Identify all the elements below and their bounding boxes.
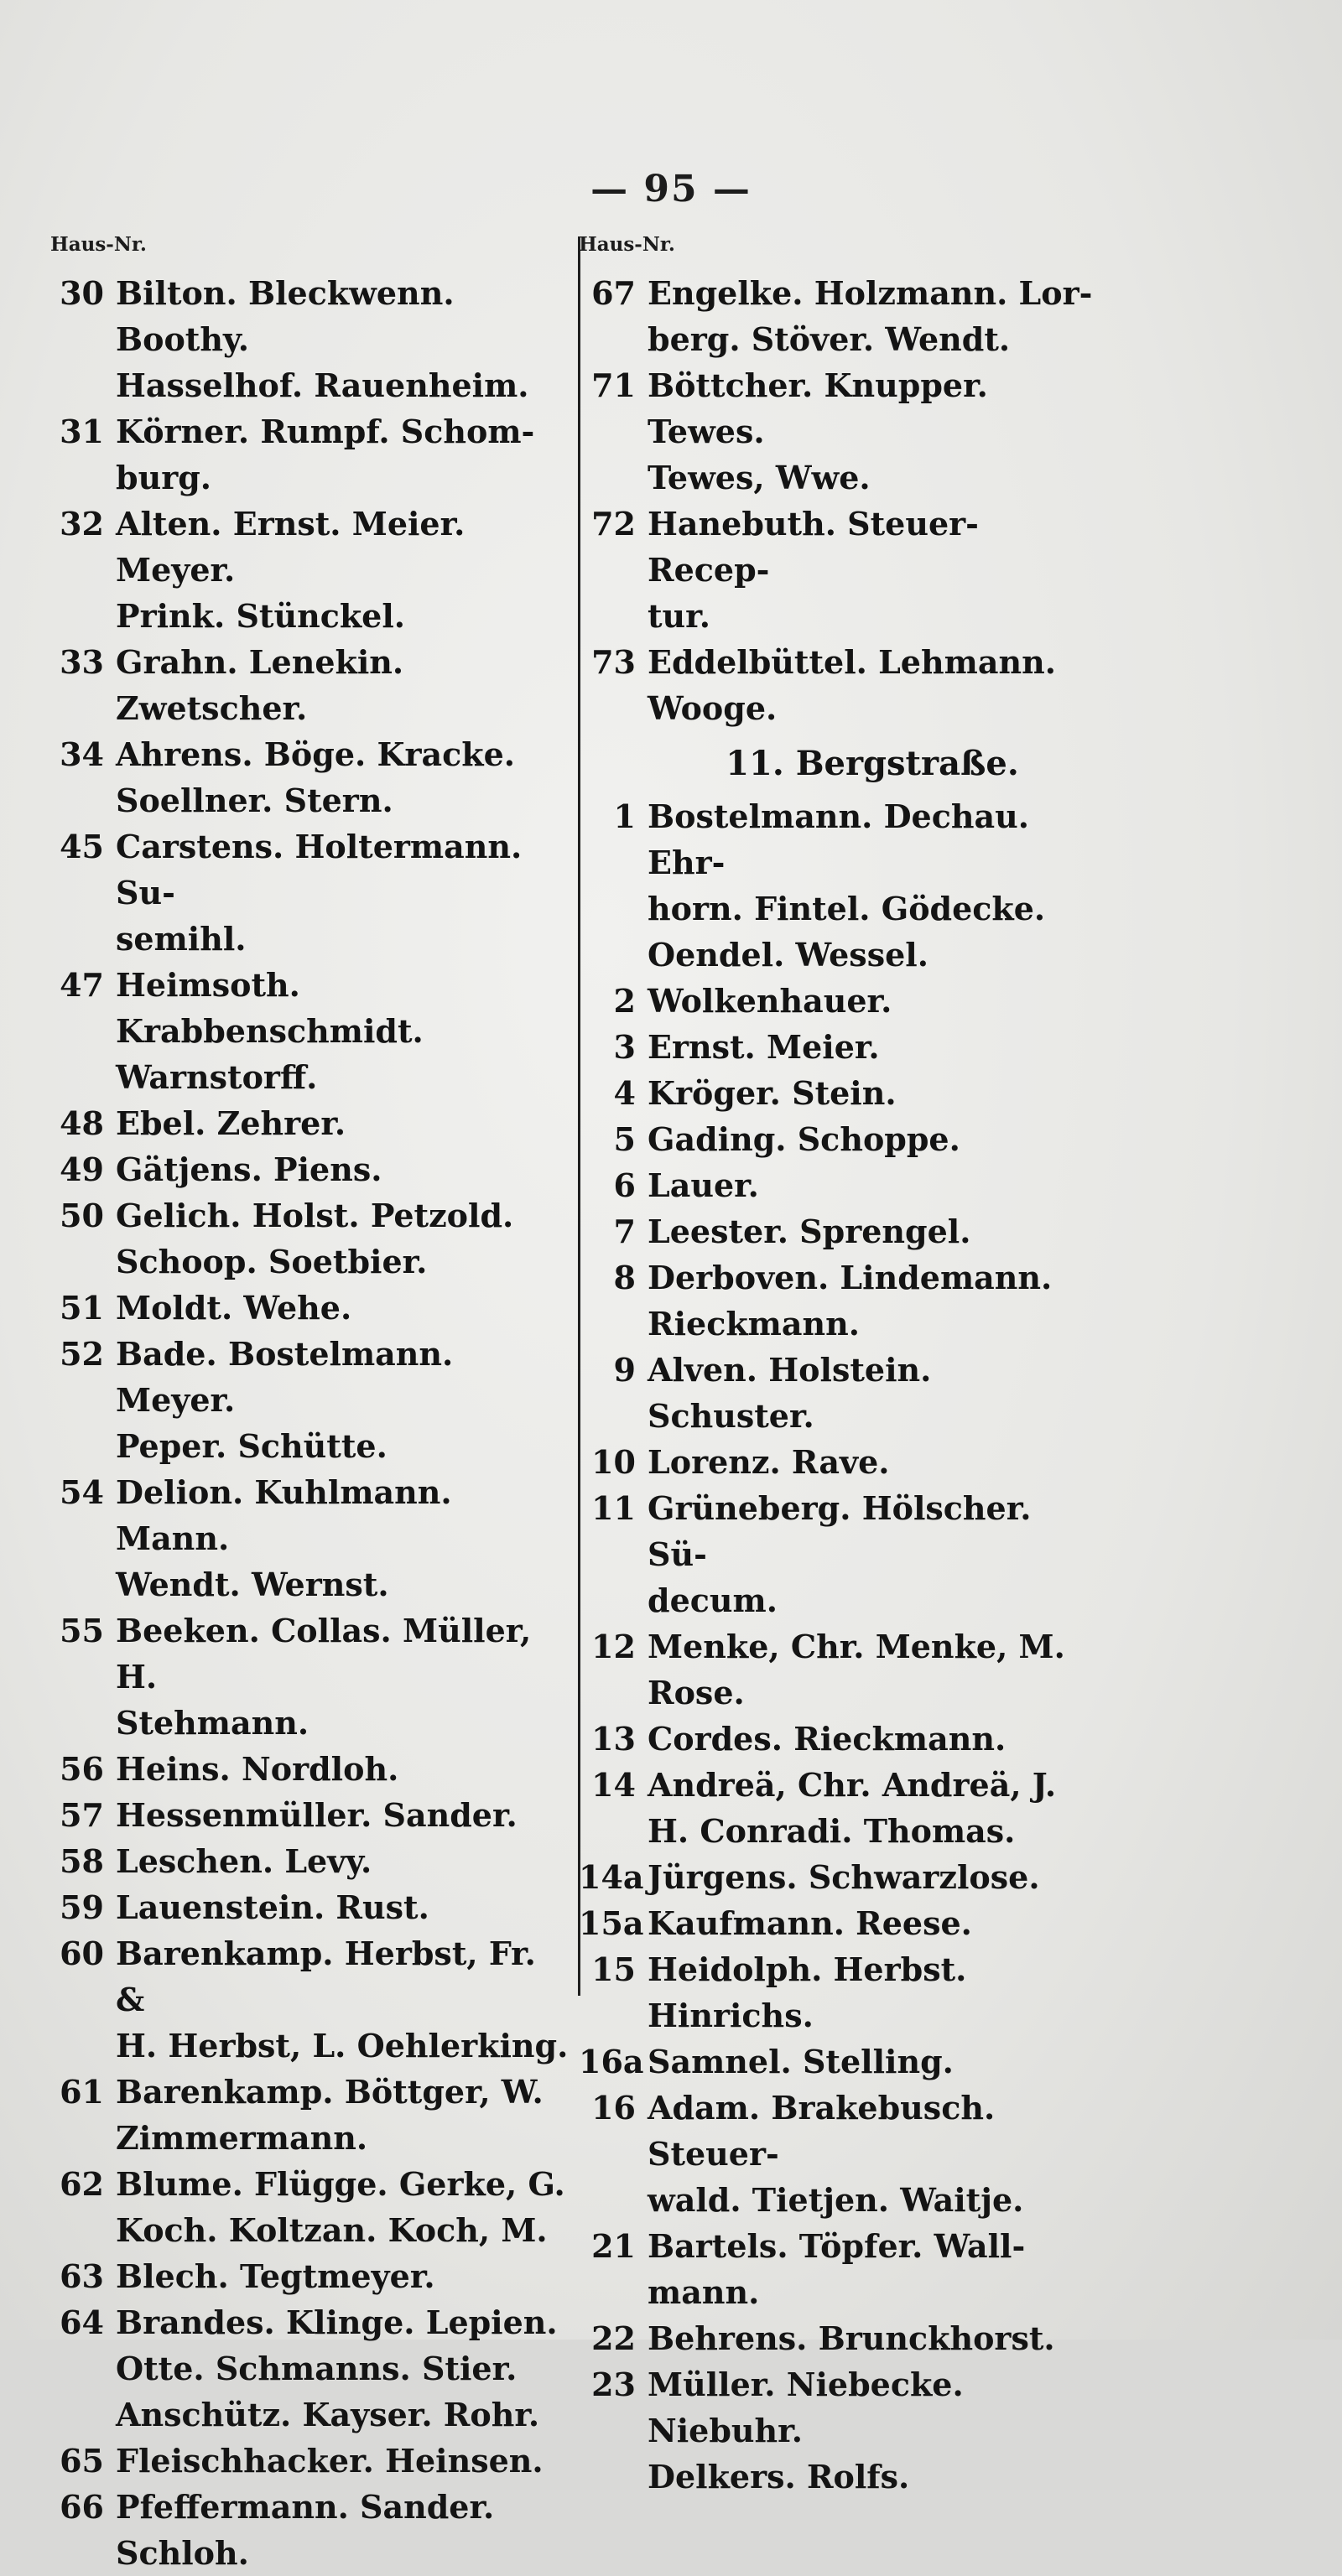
resident-names: Körner. Rumpf. Schom- burg. <box>116 413 535 496</box>
resident-names: Engelke. Holzmann. Lor- berg. Stöver. Wendt. <box>648 274 1093 358</box>
house-number: 2 <box>613 982 636 1020</box>
left-entry-list <box>50 270 570 2576</box>
house-number: 59 <box>60 1888 104 1926</box>
house-number: 16a <box>579 2043 644 2080</box>
house-entry <box>579 1070 1099 1116</box>
house-entry <box>50 823 570 962</box>
resident-names: Moldt. Wehe. <box>116 1289 352 1327</box>
house-number: 16 <box>591 2089 636 2127</box>
house-number: 32 <box>60 505 104 543</box>
house-entry <box>50 2299 570 2438</box>
resident-names: Blume. Flügge. Gerke, G. Koch. Koltzan. Koch, M. <box>116 2165 565 2249</box>
house-entry <box>579 2223 1099 2315</box>
house-number: 52 <box>60 1335 104 1373</box>
house-number: 71 <box>591 366 636 404</box>
house-entry <box>579 1623 1099 1716</box>
house-number: 67 <box>591 274 636 312</box>
house-entry <box>579 1762 1099 1854</box>
house-entry <box>50 1100 570 1146</box>
right-column <box>579 233 1099 2500</box>
house-number: 22 <box>591 2319 636 2357</box>
house-number: 64 <box>60 2303 104 2341</box>
resident-names: Blech. Tegtmeyer. <box>116 2257 435 2295</box>
house-entry <box>50 962 570 1100</box>
house-number: 62 <box>60 2165 104 2203</box>
resident-names: Brandes. Klinge. Lepien. Otte. Schmanns. Stier. Anschütz. Kayser. Rohr. <box>116 2303 558 2433</box>
resident-names: Gading. Schoppe. <box>648 1120 960 1158</box>
house-entry <box>579 1900 1099 1946</box>
house-number: 15 <box>591 1950 636 1988</box>
resident-names: Carstens. Holtermann. Su- semihl. <box>116 828 523 958</box>
resident-names: Heidolph. Herbst. Hinrichs. <box>648 1950 967 2034</box>
house-number: 61 <box>60 2073 104 2111</box>
house-entry <box>579 2315 1099 2361</box>
house-entry <box>50 1192 570 1285</box>
page-number: — 95 — <box>590 168 752 210</box>
house-number: 49 <box>60 1150 104 1188</box>
resident-names: Bostelmann. Dechau. Ehr- horn. Fintel. Gödecke. Oendel. Wessel. <box>648 797 1046 974</box>
resident-names: Lorenz. Rave. <box>648 1443 890 1481</box>
resident-names: Derboven. Lindemann. Rieckmann. <box>648 1259 1053 1343</box>
resident-names: Lauer. <box>648 1166 759 1204</box>
house-entry <box>579 1162 1099 1208</box>
resident-names: Alten. Ernst. Meier. Meyer. Prink. Stünckel. <box>116 505 466 635</box>
house-number: 6 <box>613 1166 636 1204</box>
right-column-header: Haus-Nr. <box>579 233 675 256</box>
house-number: 51 <box>60 1289 104 1327</box>
house-number: 30 <box>60 274 104 312</box>
resident-names: Bilton. Bleckwenn. Boothy. Hasselhof. Rauenheim. <box>116 274 529 404</box>
resident-names: Heimsoth. Krabbenschmidt. Warnstorff. <box>116 966 424 1096</box>
resident-names: Wolkenhauer. <box>648 982 892 1020</box>
house-entry <box>579 270 1099 362</box>
resident-names: Behrens. Brunckhorst. <box>648 2319 1055 2357</box>
resident-names: Jürgens. Schwarzlose. <box>648 1858 1040 1896</box>
resident-names: Fleischhacker. Heinsen. <box>116 2442 544 2480</box>
resident-names: Andreä, Chr. Andreä, J. H. Conradi. Thomas. <box>648 1766 1057 1850</box>
resident-names: Hessenmüller. Sander. <box>116 1796 518 1834</box>
right-entry-list-top <box>579 270 1099 731</box>
house-number: 47 <box>60 966 104 1004</box>
house-entry <box>579 2361 1099 2500</box>
section-title: 11. Bergstraße. <box>726 744 1019 783</box>
house-number: 63 <box>60 2257 104 2295</box>
house-entry <box>50 1469 570 1607</box>
house-entry <box>50 2161 570 2253</box>
house-entry <box>50 1607 570 1746</box>
resident-names: Grahn. Lenekin. Zwetscher. <box>116 643 404 727</box>
house-entry <box>50 731 570 823</box>
house-entry <box>579 362 1099 501</box>
house-number: 65 <box>60 2442 104 2480</box>
resident-names: Müller. Niebecke. Niebuhr. Delkers. Rolfs. <box>648 2366 964 2496</box>
house-entry <box>579 1946 1099 2038</box>
resident-names: Pfeffermann. Sander. Schloh. <box>116 2488 495 2572</box>
resident-names: Ebel. Zehrer. <box>116 1104 346 1142</box>
house-entry <box>579 1485 1099 1623</box>
resident-names: Gelich. Holst. Petzold. Schoop. Soetbier. <box>116 1197 514 1280</box>
resident-names: Kaufmann. Reese. <box>648 1904 972 1942</box>
house-number: 7 <box>613 1213 636 1250</box>
resident-names: Gätjens. Piens. <box>116 1150 382 1188</box>
house-entry <box>50 1930 570 2069</box>
house-number: 31 <box>60 413 104 450</box>
house-entry <box>579 1024 1099 1070</box>
house-number: 72 <box>591 505 636 543</box>
house-number: 15a <box>579 1904 644 1942</box>
house-entry <box>579 1716 1099 1762</box>
house-entry <box>50 2484 570 2576</box>
house-number: 34 <box>60 735 104 773</box>
house-entry <box>579 1347 1099 1439</box>
house-entry <box>50 1331 570 1469</box>
house-number: 11 <box>591 1489 636 1527</box>
house-number: 9 <box>613 1351 636 1389</box>
house-entry <box>50 2438 570 2484</box>
house-number: 45 <box>60 828 104 865</box>
house-number: 4 <box>613 1074 636 1112</box>
house-number: 14a <box>579 1858 644 1896</box>
resident-names: Barenkamp. Böttger, W. Zimmermann. <box>116 2073 544 2157</box>
house-number: 66 <box>60 2488 104 2526</box>
resident-names: Menke, Chr. Menke, M. Rose. <box>648 1628 1065 1711</box>
house-number: 50 <box>60 1197 104 1234</box>
house-entry <box>50 639 570 731</box>
house-entry <box>50 2253 570 2299</box>
house-entry <box>50 1146 570 1192</box>
house-entry <box>50 408 570 501</box>
house-entry <box>50 1884 570 1930</box>
left-column <box>50 233 570 2576</box>
house-number: 33 <box>60 643 104 681</box>
resident-names: Barenkamp. Herbst, Fr. & H. Herbst, L. Oehlerking. <box>116 1935 569 2064</box>
house-entry <box>50 1285 570 1331</box>
resident-names: Grüneberg. Hölscher. Sü- decum. <box>648 1489 1032 1619</box>
house-number: 21 <box>591 2227 636 2265</box>
house-entry <box>579 2038 1099 2085</box>
resident-names: Böttcher. Knupper. Tewes. Tewes, Wwe. <box>648 366 988 496</box>
house-number: 23 <box>591 2366 636 2403</box>
house-entry <box>50 2069 570 2161</box>
resident-names: Ernst. Meier. <box>648 1028 880 1066</box>
resident-names: Leschen. Levy. <box>116 1842 372 1880</box>
resident-names: Bartels. Töpfer. Wall- mann. <box>648 2227 1026 2311</box>
house-number: 5 <box>613 1120 636 1158</box>
house-number: 48 <box>60 1104 104 1142</box>
house-entry <box>50 501 570 639</box>
house-entry <box>579 2085 1099 2223</box>
resident-names: Bade. Bostelmann. Meyer. Peper. Schütte. <box>116 1335 454 1465</box>
house-entry <box>50 1838 570 1884</box>
house-entry <box>50 1746 570 1792</box>
resident-names: Leester. Sprengel. <box>648 1213 971 1250</box>
right-entry-list-bottom <box>579 793 1099 2500</box>
house-number: 58 <box>60 1842 104 1880</box>
house-entry <box>579 639 1099 731</box>
house-entry <box>50 270 570 408</box>
resident-names: Heins. Nordloh. <box>116 1750 399 1788</box>
resident-names: Samnel. Stelling. <box>648 2043 954 2080</box>
resident-names: Delion. Kuhlmann. Mann. Wendt. Wernst. <box>116 1473 452 1603</box>
house-number: 10 <box>591 1443 636 1481</box>
house-number: 55 <box>60 1612 104 1649</box>
house-entry <box>579 1254 1099 1347</box>
house-entry <box>579 1439 1099 1485</box>
resident-names: Eddelbüttel. Lehmann. Wooge. <box>648 643 1056 727</box>
house-number: 60 <box>60 1935 104 1972</box>
house-entry <box>579 501 1099 639</box>
house-number: 13 <box>591 1720 636 1758</box>
house-number: 12 <box>591 1628 636 1665</box>
house-number: 14 <box>591 1766 636 1804</box>
house-number: 57 <box>60 1796 104 1834</box>
house-number: 1 <box>613 797 636 835</box>
left-column-header: Haus-Nr. <box>50 233 147 256</box>
house-number: 56 <box>60 1750 104 1788</box>
resident-names: Hanebuth. Steuer-Recep- tur. <box>648 505 979 635</box>
resident-names: Ahrens. Böge. Kracke. Soellner. Stern. <box>116 735 516 819</box>
house-entry <box>579 978 1099 1024</box>
house-entry <box>579 1116 1099 1162</box>
house-number: 8 <box>613 1259 636 1296</box>
house-number: 73 <box>591 643 636 681</box>
resident-names: Cordes. Rieckmann. <box>648 1720 1006 1758</box>
resident-names: Kröger. Stein. <box>648 1074 897 1112</box>
resident-names: Adam. Brakebusch. Steuer- wald. Tietjen. Waitje. <box>648 2089 1024 2219</box>
resident-names: Lauenstein. Rust. <box>116 1888 429 1926</box>
house-number: 54 <box>60 1473 104 1511</box>
house-number: 3 <box>613 1028 636 1066</box>
house-entry <box>50 1792 570 1838</box>
resident-names: Beeken. Collas. Müller, H. Stehmann. <box>116 1612 532 1742</box>
house-entry <box>579 793 1099 978</box>
house-entry <box>579 1208 1099 1254</box>
house-entry <box>579 1854 1099 1900</box>
resident-names: Alven. Holstein. Schuster. <box>648 1351 932 1435</box>
